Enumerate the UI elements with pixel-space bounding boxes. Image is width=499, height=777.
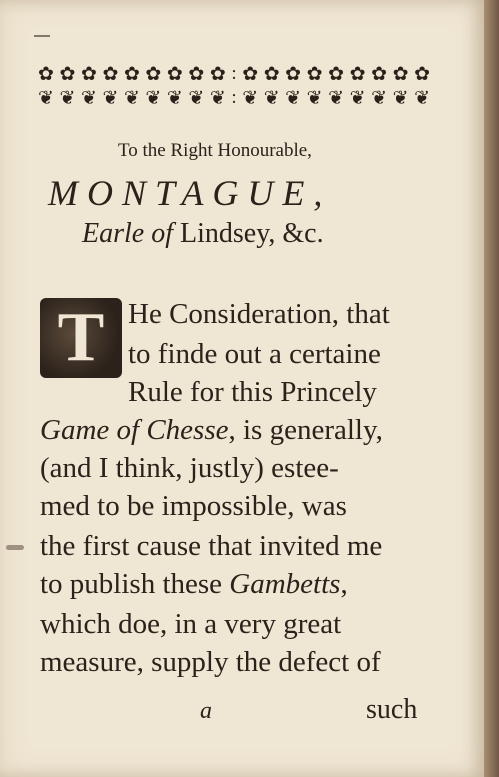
- book-spine-edge: [484, 0, 499, 777]
- title-italic: Earle of: [82, 218, 173, 249]
- body-line-3: Rule for this Princely: [128, 376, 377, 408]
- body-line-1: He Consideration, that: [128, 298, 390, 330]
- catchword: such: [366, 694, 418, 725]
- drop-cap: T: [40, 298, 122, 378]
- body-line-6: med to be impossible, was: [40, 490, 347, 522]
- ornament-band-top: ✿ ✿ ✿ ✿ ✿ ✿ ✿ ✿ ✿ : ✿ ✿ ✿ ✿ ✿ ✿ ✿ ✿ ✿: [38, 64, 430, 84]
- body-line-9: which doe, in a very great: [40, 608, 342, 640]
- body-line-8-end: ,: [340, 568, 348, 600]
- body-line-8: [40, 568, 348, 601]
- ornament-band-bottom: ❦ ❦ ❦ ❦ ❦ ❦ ❦ ❦ ❦ : ❦ ❦ ❦ ❦ ❦ ❦ ❦ ❦ ❦: [38, 88, 430, 108]
- body-line-4: [40, 414, 383, 447]
- ink-smudge: [34, 35, 50, 37]
- body-line-2: to finde out a certaine: [128, 338, 381, 370]
- dedicatee-title: [82, 218, 324, 250]
- body-line-7: the first cause that invited me: [40, 530, 383, 562]
- body-line-8-start: to publish these: [40, 568, 230, 600]
- signature-mark: a: [200, 698, 212, 724]
- body-line-8-italic: Gambetts: [229, 568, 341, 600]
- margin-mark: [6, 545, 24, 550]
- body-line-5: (and I think, justly) estee-: [40, 452, 339, 484]
- body-line-4-italic: Game of Chesse: [40, 414, 229, 446]
- dedication-line: To the Right Honourable,: [118, 140, 312, 161]
- title-roman: Lindsey, &c.: [173, 218, 324, 249]
- body-line-10: measure, supply the defect of: [40, 646, 381, 678]
- dedicatee-name: MONTAGUE,: [48, 173, 332, 213]
- body-line-4-rest: , is generally,: [228, 414, 383, 446]
